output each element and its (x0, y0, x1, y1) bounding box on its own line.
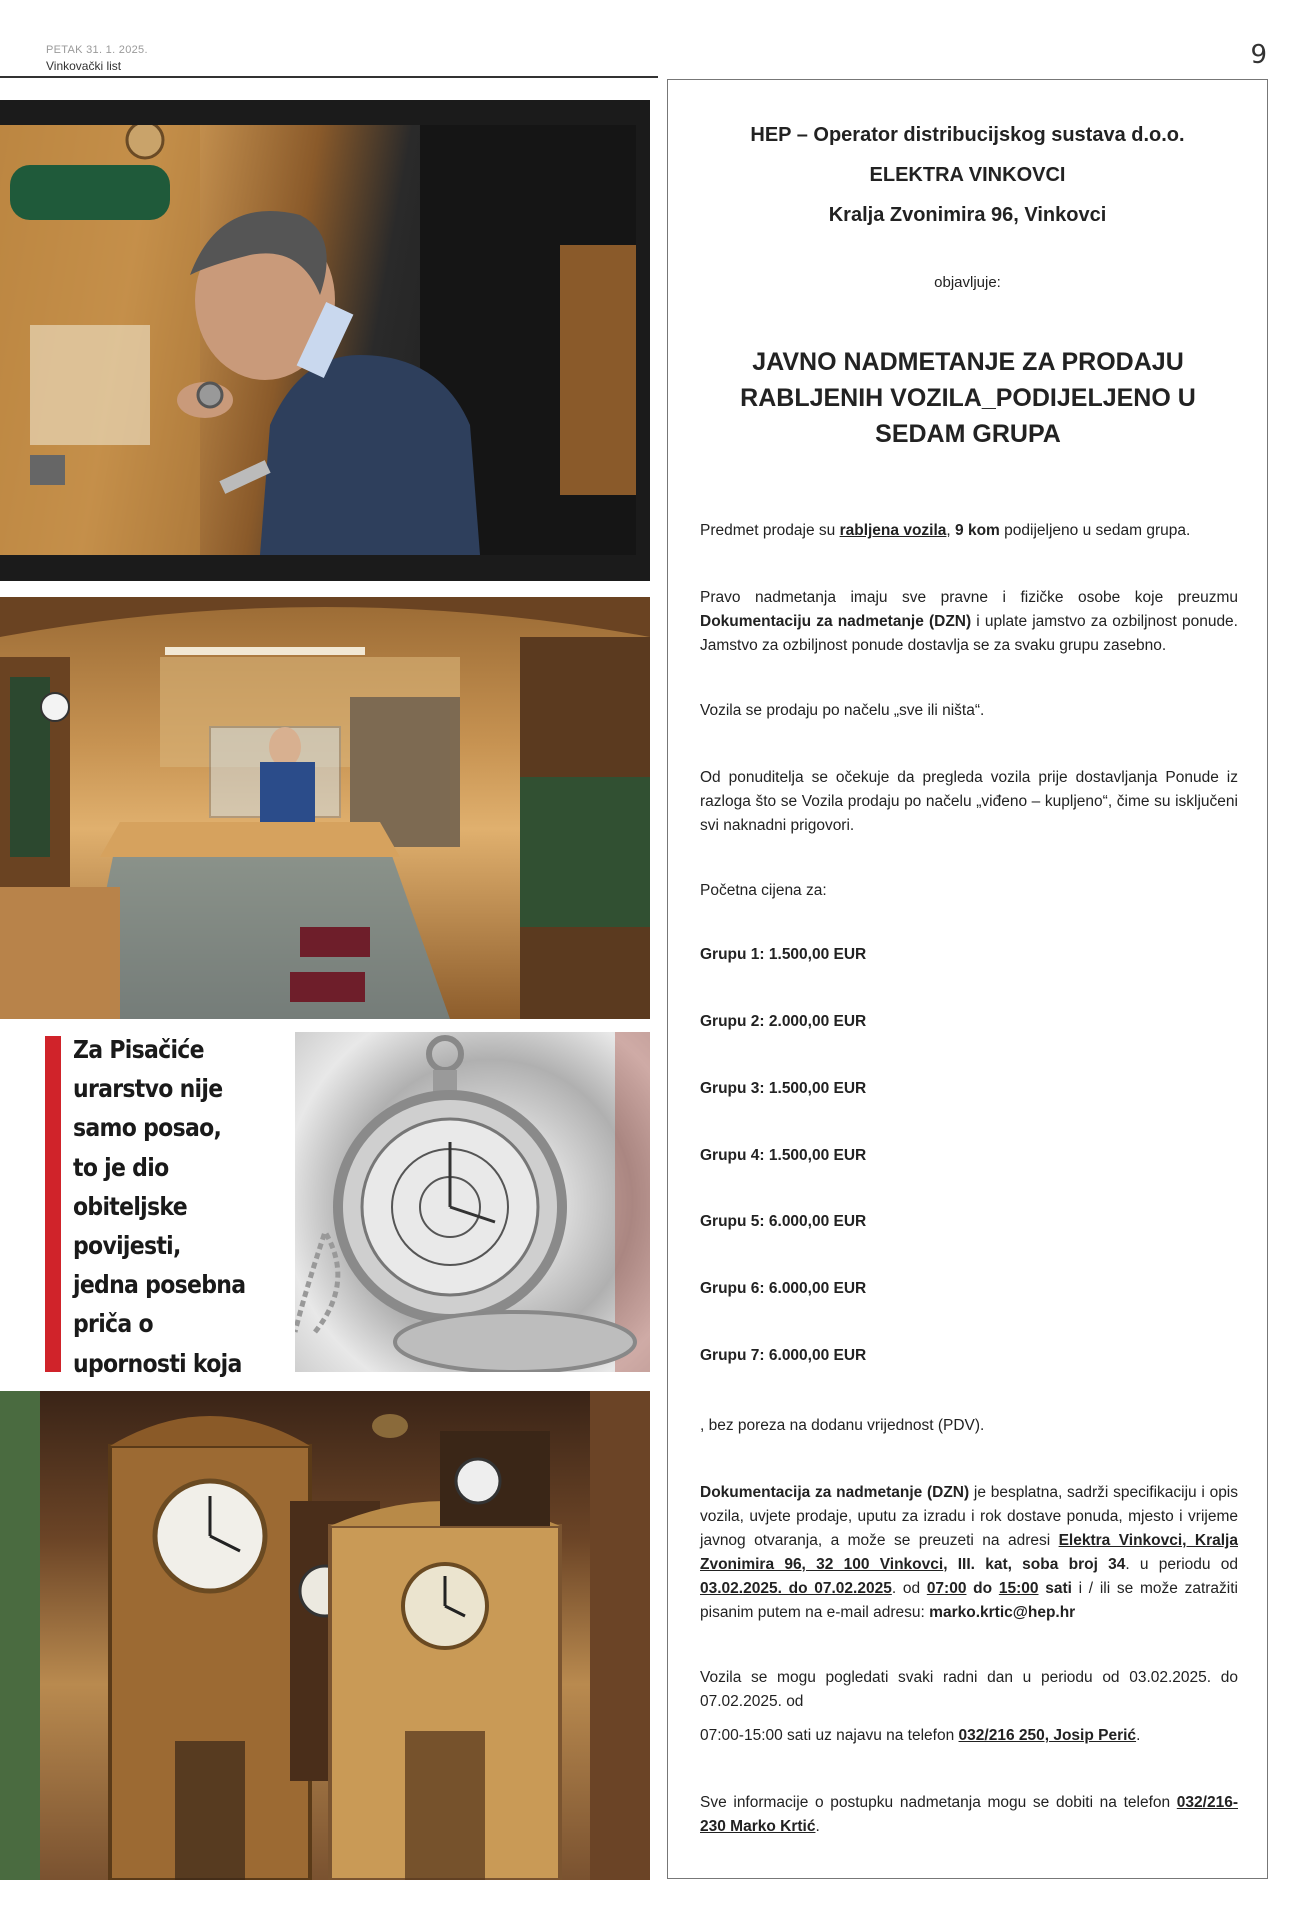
notice-paragraph-information: Sve informacije o postupku nadmetanja mogu se dobiti na telefon 032/216-230 Marko Krtić. (700, 1794, 1238, 1835)
notice-title: JAVNO NADMETANJE ZA PRODAJU RABLJENIH VOZILA_PODIJELJENO U SEDAM GRUPA (740, 348, 1196, 448)
notice-paragraph-viewing: Vozila se mogu pogledati svaki radni dan u periodu od 03.02.2025. do 07.02.2025. od (700, 1669, 1238, 1710)
price-group-2: Grupu 2: 2.000,00 EUR (700, 1013, 867, 1030)
notice-paragraph-all-or-nothing: Vozila se prodaju po načelu „sve ili ništa“. (700, 702, 985, 719)
notice-paragraph-documentation: Dokumentacija za nadmetanje (DZN) je besplatna, sadrži specifikaciju i opis vozila, uvjete prodaje, uputu za izradu i rok dostave ponuda, mjesto i vrijeme javnog otvaranja, a može se preuzeti na adresi Elektra Vinkovci, Kralja Zvonimira 96, 32 100 Vinkovci, III. kat, soba broj 34. u periodu od 03.02.2025. do 07.02.2025. od 07:00 do 15:00 sati i / ili se može zatražiti pisanim putem na e-mail adresu: marko.krtic@hep.hr (700, 1484, 1239, 1621)
price-group-7: Grupu 7: 6.000,00 EUR (700, 1347, 867, 1364)
clocks-illustration (0, 1391, 650, 1880)
notice-org-address: Kralja Zvonimira 96, Vinkovci (828, 204, 1107, 226)
notice-start-price-label: Početna cijena za: (700, 882, 827, 899)
newspaper-name: Vinkovački list (46, 59, 122, 73)
public-auction-notice (667, 79, 1268, 1879)
price-group-4: Grupu 4: 1.500,00 EUR (700, 1147, 867, 1164)
contact-email-link[interactable]: marko.krtic@hep.hr (929, 1604, 1076, 1621)
pull-quote: Za Pisačiće urarstvo nije samo posao, to je dio obiteljske povijesti, jedna posebna priča o upornosti koja (73, 1035, 246, 1378)
price-group-1: Grupu 1: 1.500,00 EUR (700, 946, 867, 963)
notice-announces: objavljuje: (934, 274, 1001, 291)
shop-illustration (0, 597, 650, 1019)
pocket-watch-photo (295, 1032, 650, 1372)
pull-quote-bar (45, 1036, 61, 1372)
price-group-6: Grupu 6: 6.000,00 EUR (700, 1280, 867, 1297)
notice-org-name: HEP – Operator distribucijskog sustava d.o.o. (750, 124, 1185, 146)
watch-shop-interior-photo (0, 597, 650, 1019)
header-date: PETAK 31. 1. 2025. (46, 44, 148, 56)
notice-vat-note: , bez poreza na dodanu vrijednost (PDV). (700, 1417, 985, 1434)
notice-paragraph-subject: Predmet prodaje su rabljena vozila, 9 kom podijeljeno u sedam grupa. (700, 522, 1191, 539)
grandfather-clocks-photo (0, 1391, 650, 1880)
watchmaker-photo (0, 100, 650, 581)
notice-paragraph-viewing-hours: 07:00-15:00 sati uz najavu na telefon 032/216 250, Josip Perić. (700, 1727, 1141, 1744)
pocket-watch-illustration (295, 1032, 650, 1372)
header-rule (0, 76, 658, 78)
price-group-5: Grupu 5: 6.000,00 EUR (700, 1213, 867, 1230)
notice-paragraph-eligibility: Pravo nadmetanja imaju sve pravne i fizičke osobe koje preuzmu Dokumentaciju za nadmetanje (DZN) i uplate jamstvo za ozbiljnost ponude. Jamstvo za ozbiljnost ponude dostavlja se za svaku grupu zasebno. (700, 589, 1238, 654)
watchmaker-illustration (0, 125, 636, 555)
page-number: 9 (1250, 40, 1267, 70)
price-group-3: Grupu 3: 1.500,00 EUR (700, 1080, 867, 1097)
notice-paragraph-inspection: Od ponuditelja se očekuje da pregleda vozila prije dostavljanja Ponude iz razloga što se Vozila prodaju po načelu „viđeno – kupljeno“, čime su isključeni svi naknadni prigovori. (700, 769, 1238, 834)
notice-org-unit: ELEKTRA VINKOVCI (869, 164, 1066, 186)
